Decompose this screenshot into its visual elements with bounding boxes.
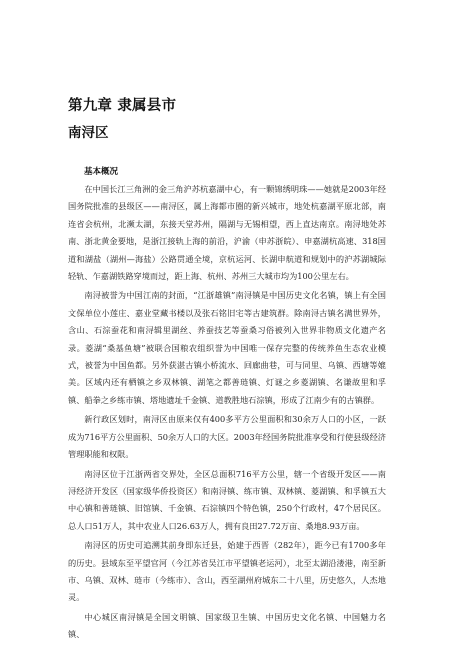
paragraph: 新行政区划时，南浔区由原来仅有400多平方公里面积和30余万人口的小区，一跃成为716平方公里面积、50余万人口的大区。2003年经国务院批准享受和行使县级经济管理职能和权限。 — [68, 414, 386, 460]
section-title: 南浔区 — [68, 125, 109, 141]
paragraph: 南浔区位于江浙两省交界处，全区总面积716平方公里，辖一个省级开发区——南浔经济开发区（国家级华侨投资区）和南浔镇、练市镇、双林镇、菱湖镇、和孚镇五大中心镇和善琏镇、旧馆镇、千金镇、石淙镇四个特色镇，250个行政村，47个居民区。总人口51万人，其中农业人口26.63万人，拥有良田27.72万亩、桑地8.93万亩。 — [68, 468, 386, 531]
subsection-heading: 基本概况 — [84, 167, 119, 177]
paragraph: 南浔被誉为中国江南的封面，“江浙雄镇”南浔镇是中国历史文化名镇，镇上有全国文保单位小莲庄、嘉业堂藏书楼以及张石铭旧宅等古建筑群。除南浔古镇名满世界外，含山、石淙蚕花和南浔辑里湖丝、养蚕技艺等蚕桑习俗被列入世界非物质文化遗产名录。菱湖“桑基鱼塘”被联合国粮农组织誉为中国唯一保存完整的传统养鱼生态农业模式，被誉为中国鱼都。另外获湛古镇小桥流水、回廊曲巷，可与同里、乌镇、西塘等媲美。区域内还有栖镇之乡双林镇、湖笔之都善琏镇、灯谜之乡菱湖镇、名谦故里和孚镇、船拳之乡练市镇、塔地遗址千金镇、道教胜地石淙镇，形成了江南少有的古镇群。 — [68, 290, 386, 405]
paragraph: 南浔区的历史可追溯其前身即东迁县，始建于西晋（282年），距今已有1700多年的历史。县域东至平望官河（今江苏省吴江市平望镇老运河），北至太湖沿溇港，南至新市、乌镇、双林、琏市（今练市）、含山，西至湖州府城东二十八里，历史悠久，人杰地灵。 — [68, 540, 386, 603]
body-text — [68, 181, 386, 646]
paragraph: 在中国长江三角洲的金三角沪苏杭嘉湖中心，有一颗锦绣明珠——她就是2003年经国务院批准的县级区——南浔区，属上海都市圈的新兴城市，地处杭嘉湖平原北部，南连省会杭州，北濒太湖，东接天堂苏州，隔湖与无锡相望，西上直达南京。南浔地处苏南、浙北黄金要地，是浙江接轨上海的前沿，沪渝（申苏浙皖）、申嘉湖杭高速、318国道和湖盐（湖州—海盐）公路贯通全境，京杭运河、长湖申航道和规划中的沪苏湖城际轻轨、乍嘉湖铁路穿境而过，距上海、杭州、苏州三大城市均为100公里左右。 — [68, 184, 386, 282]
paragraph: 中心城区南浔镇是全国文明镇、国家级卫生镇、中国历史文化名镇、中国魅力名镇、 — [68, 611, 386, 640]
chapter-title: 第九章 隶属县市 — [68, 98, 177, 114]
